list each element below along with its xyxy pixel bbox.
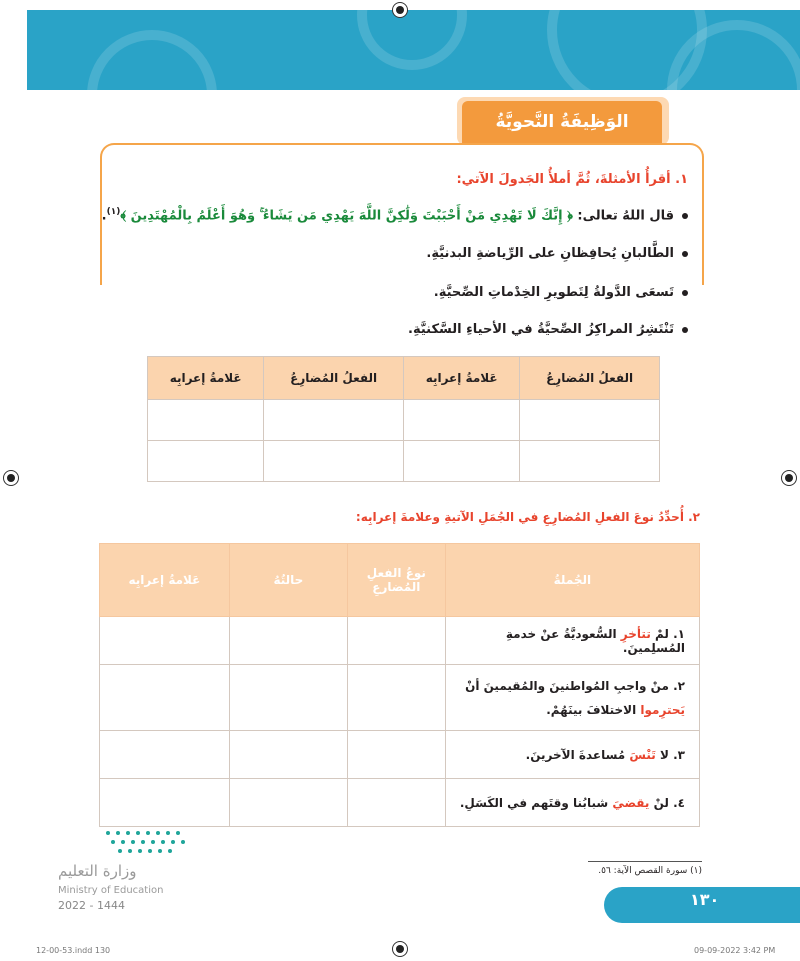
answer-cell[interactable]: [347, 731, 445, 779]
sentence-post: شبابُنا وقتَهم في الكَسَلِ.: [459, 795, 613, 810]
table-1-header-row: [148, 357, 660, 400]
sentence-pre: لمْ: [650, 626, 669, 641]
table-row: [100, 665, 700, 731]
example-1-end: .: [101, 208, 107, 224]
registration-mark-right: [781, 470, 797, 486]
table-1-header-cell: عَلامةُ إعرابِه: [148, 357, 264, 400]
row-number: ٢.: [668, 678, 685, 693]
registration-mark-top: [392, 2, 408, 18]
ministry-name-arabic: وزارة التعليم: [58, 862, 137, 880]
bullet-icon: [682, 290, 688, 296]
example-4: [408, 322, 688, 337]
answer-cell[interactable]: [100, 665, 230, 731]
bullet-icon: [682, 213, 688, 219]
table-1-header-cell: الفعلُ المُضارِعُ: [520, 357, 660, 400]
answer-cell[interactable]: [520, 441, 660, 482]
answer-cell[interactable]: [100, 731, 230, 779]
example-1: [102, 207, 688, 223]
section-title: الوَظِيفَةُ النَّحويَّةُ: [462, 101, 662, 143]
table-2: [99, 543, 700, 827]
page-number: ١٣٠: [690, 890, 720, 909]
answer-cell[interactable]: [148, 400, 264, 441]
bullet-icon: [682, 327, 688, 333]
sentence-cell: [445, 731, 699, 779]
answer-cell[interactable]: [347, 779, 445, 827]
ministry-logo-icon: [100, 829, 190, 859]
answer-cell[interactable]: [520, 400, 660, 441]
sentence-cell: [445, 617, 699, 665]
table-row: [148, 441, 660, 482]
registration-mark-bottom: [392, 941, 408, 957]
quran-verse: ﴿ إِنَّكَ لَا تَهْدِي مَنْ أَحْبَبْتَ وَلَٰكِنَّ اللَّهَ يَهْدِي مَن يَشَاءُ ۚ وَهُوَ أَعْلَمُ بِالْمُهْتَدِينَ ﴾: [120, 208, 573, 224]
highlighted-verb: تَنْسَ: [629, 747, 656, 762]
table-row: [100, 779, 700, 827]
answer-cell[interactable]: [229, 779, 347, 827]
answer-cell[interactable]: [229, 731, 347, 779]
answer-cell[interactable]: [404, 400, 520, 441]
highlighted-verb: يقضيَ: [612, 795, 650, 810]
answer-cell[interactable]: [148, 441, 264, 482]
footnote-divider: [588, 861, 702, 862]
answer-cell[interactable]: [100, 617, 230, 665]
sentence-pre: لا: [655, 747, 669, 762]
example-3-text: تَسعَى الدَّولةُ لِتَطويرِ الخِدْماتِ الصِّحيَّةِ.: [433, 285, 674, 300]
bullet-icon: [682, 251, 688, 257]
question-1-heading: ١. أقرأُ الأمثلةَ، ثُمَّ أملأُ الجَدولَ الآتي:: [456, 172, 688, 187]
example-2-text: الطَّالبانِ يُحافِظانِ على الرِّياضةِ البدنيَّةِ.: [426, 246, 674, 261]
table-1-header-cell: عَلامةُ إعرابِه: [404, 357, 520, 400]
table-2-header-row: [100, 544, 700, 617]
table-row: [100, 617, 700, 665]
table-row: [100, 731, 700, 779]
ministry-name-english: Ministry of Education: [58, 885, 164, 896]
answer-cell[interactable]: [264, 441, 404, 482]
answer-cell[interactable]: [404, 441, 520, 482]
top-banner: [27, 10, 800, 90]
answer-cell[interactable]: [264, 400, 404, 441]
sentence-post: السُّعوديَّةُ عنْ خدمةِ المُسلِمينَ.: [505, 626, 685, 655]
answer-cell[interactable]: [229, 665, 347, 731]
answer-cell[interactable]: [347, 665, 445, 731]
header-state: حالتُهُ: [229, 544, 347, 617]
footnote: (١) سورة القصص الآية: ٥٦.: [598, 866, 702, 876]
slug-date: 09-09-2022 3:42 PM: [694, 946, 776, 955]
example-4-text: تَنْتَشِرُ المراكِزُ الصِّحيَّةُ في الأحياءِ السَّكنيَّةِ.: [408, 322, 674, 337]
slug-file: 12-00-53.indd 130: [36, 946, 111, 955]
row-number: ٣.: [668, 747, 685, 762]
question-2-heading: ٢. أُحدِّدُ نوعَ الفعلِ المُضارِعِ في الجُمَلِ الآتيةِ وعلامةَ إعرابِه:: [355, 510, 700, 524]
row-number: ٤.: [668, 795, 685, 810]
header-sentence: الجُملةُ: [445, 544, 699, 617]
footnote-ref: (١): [106, 207, 121, 217]
example-1-prefix: قال اللهُ تعالى:: [572, 208, 674, 224]
table-1: [147, 356, 660, 482]
row-number: ١.: [668, 626, 685, 641]
ministry-years: 2022 - 1444: [58, 899, 125, 912]
header-verb-type: نوعُ الفعلِ المُضارعِ: [347, 544, 445, 617]
sentence-post: مُساعدةَ الآخرينَ.: [525, 747, 630, 762]
sentence-pre: لنْ: [649, 795, 669, 810]
sentence-post: الاختلافَ بينَهُمْ.: [546, 702, 641, 717]
sentence-cell: [445, 779, 699, 827]
answer-cell[interactable]: [100, 779, 230, 827]
sentence-cell: [445, 665, 699, 731]
sentence-pre: منْ واجبِ المُواطنينَ والمُقيمينَ أنْ: [465, 678, 669, 693]
answer-cell[interactable]: [229, 617, 347, 665]
registration-mark-left: [3, 470, 19, 486]
answer-cell[interactable]: [347, 617, 445, 665]
example-2: [426, 246, 688, 261]
header-marker: عَلامةُ إعرابِه: [100, 544, 230, 617]
example-3: [434, 285, 688, 300]
highlighted-verb: تتأخرِ: [620, 626, 651, 641]
table-1-header-cell: الفعلُ المُضارِعُ: [264, 357, 404, 400]
highlighted-verb: يَحترِموا: [640, 702, 685, 717]
table-row: [148, 400, 660, 441]
